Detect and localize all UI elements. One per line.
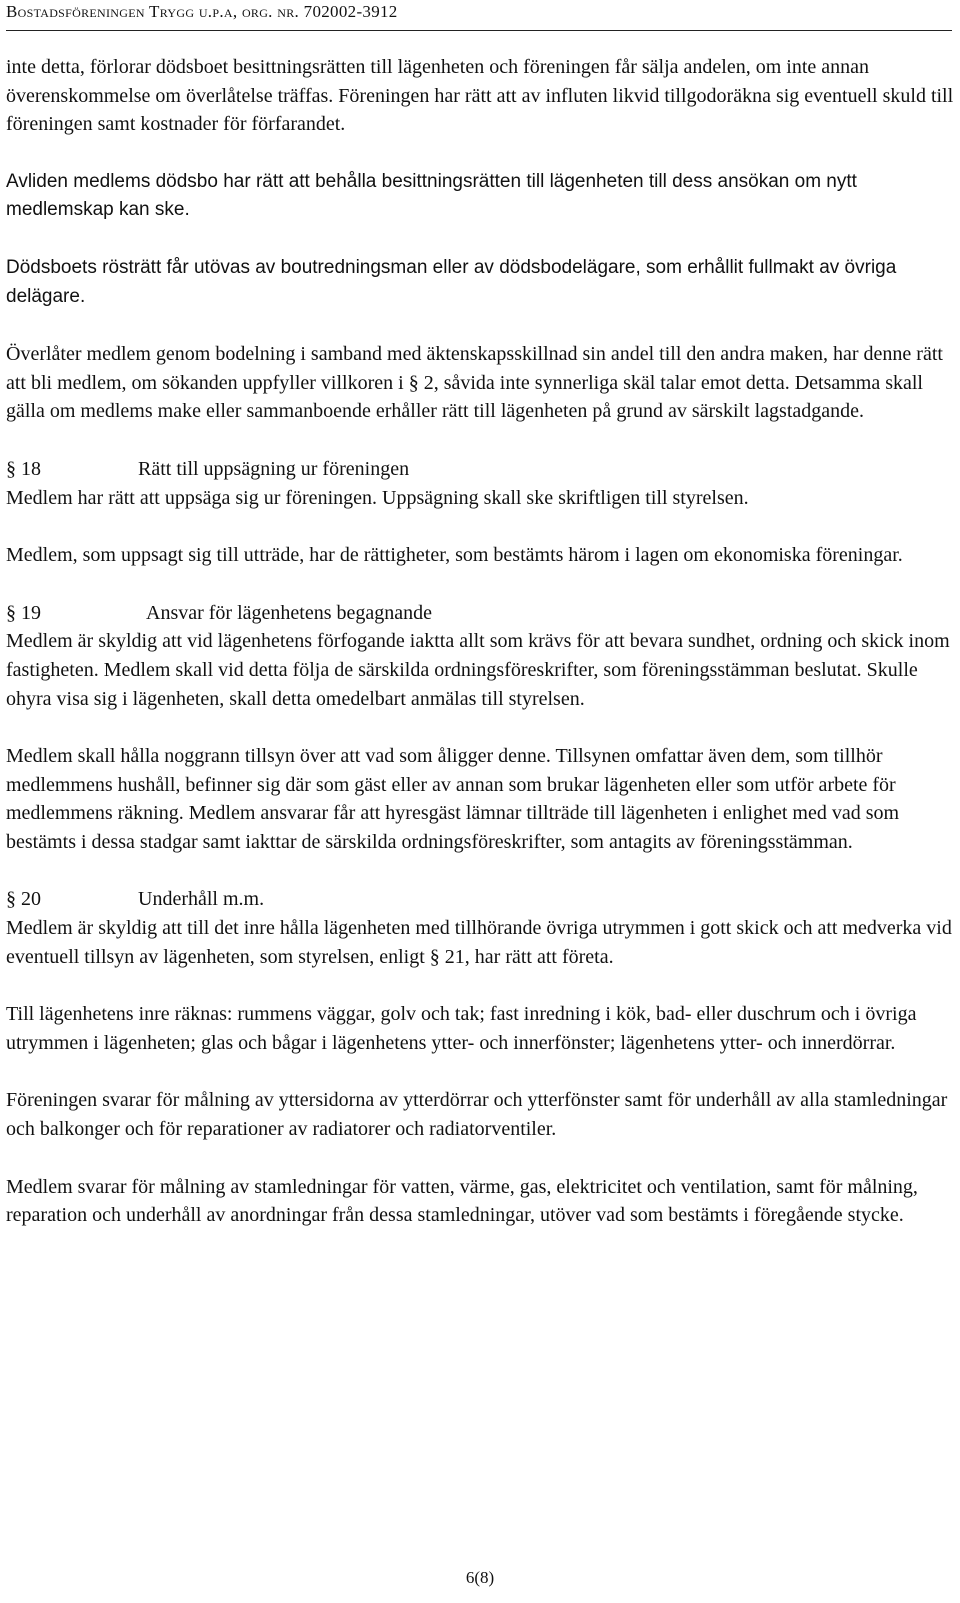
page-number: 6(8): [465, 1568, 495, 1587]
paragraph: Medlem svarar för målning av stamledningar för vatten, värme, gas, elektricitet och ventilation, samt för målning, reparation och underhåll av anordningar från dessa stamledningar, utöver vad som bestämts i föregående stycke.: [6, 1175, 918, 1227]
section-number: § 19: [6, 601, 41, 624]
section-heading-19: [6, 599, 954, 628]
page-header: Bostadsföreningen Trygg u.p.a, org. nr. 702002-3912: [6, 2, 398, 21]
header-divider: [6, 30, 952, 31]
paragraph: Avliden medlems dödsbo har rätt att behålla besittningsrätten till lägenheten till dess ansökan om nytt medlemskap kan ske.: [6, 170, 857, 221]
section-number: § 20: [6, 888, 41, 911]
section-heading-18: [6, 455, 954, 484]
section-title: Ansvar för lägenhetens begagnande: [146, 601, 432, 624]
paragraph: Föreningen svarar för målning av yttersidorna av ytterdörrar och ytterfönster samt för underhåll av alla stamledningar och balkonger och för reparationer av radiatorer och radiatorventiler.: [6, 1089, 948, 1141]
section-heading-20: [6, 885, 954, 914]
paragraph: Medlem skall hålla noggrann tillsyn över att vad som åligger denne. Tillsynen omfattar även dem, som tillhör medlemmens hushåll, befinner sig där som gäst eller av annan som brukar lägenheten eller som utför arbete för medlemmens räkning. Medlem ansvarar får att hyresgäst lämnar tillträde till lägenheten i enlighet med vad som bestämts i dessa stadgar samt iakttar de särskilda ordningsföreskrifter, som antagits av föreningsstämman.: [6, 745, 900, 853]
section-title: Rätt till uppsägning ur föreningen: [138, 457, 410, 480]
paragraph: Medlem är skyldig att till det inre hålla lägenheten med tillhörande övriga utrymmen i gott skick och att medverka vid eventuell tillsyn av lägenheten, som styrelsen, enligt § 21, har rätt att företa.: [6, 917, 952, 968]
paragraph: Till lägenhetens inre räknas: rummens väggar, golv och tak; fast inredning i kök, bad- eller duschrum och i övriga utrymmen i lägenheten; glas och bågar i lägenhetens ytter- och innerfönster; lägenhetens ytter- och innerdörrar.: [6, 1003, 917, 1054]
document-body: [6, 53, 954, 1259]
paragraph: Medlem, som uppsagt sig till utträde, har de rättigheter, som bestämts härom i lagen om ekonomiska föreningar.: [6, 544, 903, 567]
paragraph: Överlåter medlem genom bodelning i samband med äktenskapsskillnad sin andel till den andra maken, har denne rätt att bli medlem, om sökanden uppfyller villkoren i § 2, såvida inte synnerliga skäl talar emot detta. Detsamma skall gälla om medlems make eller sammanboende erhåller rätt till lägenheten på grund av särskilt lagstadgande.: [6, 343, 943, 423]
section-title: Underhåll m.m.: [138, 888, 265, 911]
section-number: § 18: [6, 457, 41, 480]
paragraph: Dödsboets rösträtt får utövas av boutredningsman eller av dödsbodelägare, som erhållit fullmakt av övriga delägare.: [6, 256, 897, 307]
paragraph: inte detta, förlorar dödsboet besittningsrätten till lägenheten och föreningen får sälja andelen, om inte annan överenskommelse om överlåtelse träffas. Föreningen har rätt att av influten likvid tillgodoräkna sig eventuell skuld till föreningen samt kostnader för förfarandet.: [6, 56, 954, 136]
paragraph: Medlem har rätt att uppsäga sig ur föreningen. Uppsägning skall ske skriftligen till styrelsen.: [6, 486, 749, 509]
paragraph: Medlem är skyldig att vid lägenhetens förfogande iaktta allt som krävs för att bevara sundhet, ordning och skick inom fastigheten. Medlem skall vid detta följa de särskilda ordningsföreskrifter, som föreningsstämman beslutat. Skulle ohyra visa sig i lägenheten, skall detta omedelbart anmälas till styrelsen.: [6, 630, 950, 710]
